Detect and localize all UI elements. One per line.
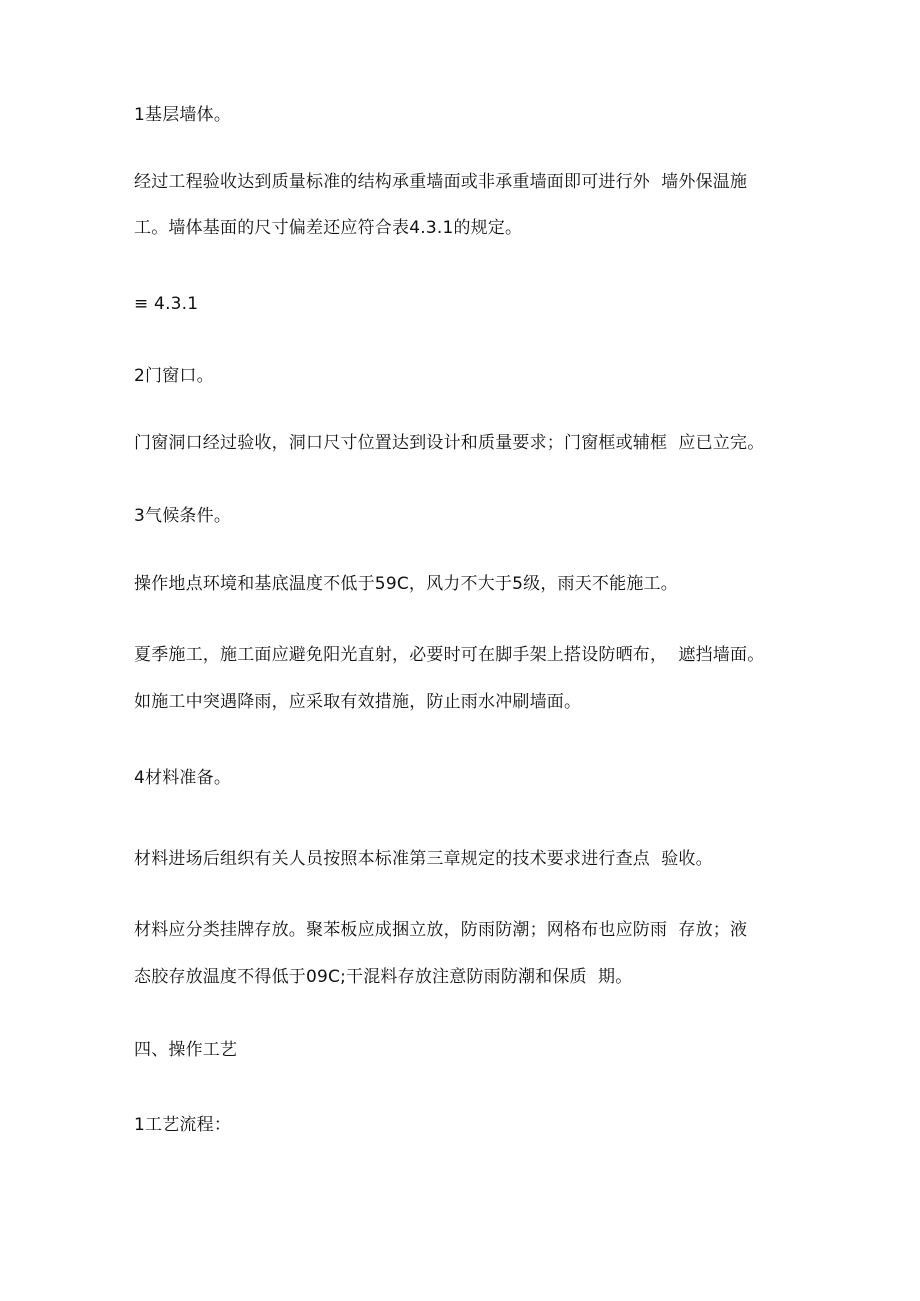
- paragraph-line: 门窗洞口经过验收，洞口尺寸位置达到设计和质量要求；门窗框或辅框 应已立完。: [134, 433, 765, 453]
- paragraph-line: 工。墙体基面的尺寸偏差还应符合表4.3.1的规定。: [134, 218, 523, 238]
- paragraph-line: 材料进场后组织有关人员按照本标准第三章规定的技术要求进行查点 验收。: [134, 849, 713, 869]
- paragraph-line: 操作地点环境和基底温度不低于59C，风力不大于5级，雨天不能施工。: [134, 574, 678, 594]
- section-heading: 四、操作工艺: [134, 1040, 238, 1060]
- paragraph-line: 如施工中突遇降雨，应采取有效措施，防止雨水冲刷墙面。: [134, 692, 582, 712]
- heading-door-window: 2门窗口。: [134, 366, 214, 386]
- table-reference: ≡ 4.3.1: [134, 294, 199, 314]
- heading-base-wall: 1基层墙体。: [134, 105, 232, 125]
- paragraph-line: 态胶存放温度不得低于09C;干混料存放注意防雨防潮和保质 期。: [134, 967, 633, 987]
- heading-process-flow: 1工艺流程：: [134, 1115, 232, 1135]
- paragraph-line: 材料应分类挂牌存放。聚苯板应成捆立放，防雨防潮；网格布也应防雨 存放；液: [134, 920, 748, 940]
- paragraph-line: 经过工程验收达到质量标准的结构承重墙面或非承重墙面即可进行外 墙外保温施: [134, 172, 748, 192]
- paragraph-line: 夏季施工，施工面应避免阳光直射，必要时可在脚手架上搭设防晒布， 遮挡墙面。: [134, 645, 765, 665]
- heading-materials: 4材料准备。: [134, 768, 232, 788]
- heading-climate: 3气候条件。: [134, 506, 232, 526]
